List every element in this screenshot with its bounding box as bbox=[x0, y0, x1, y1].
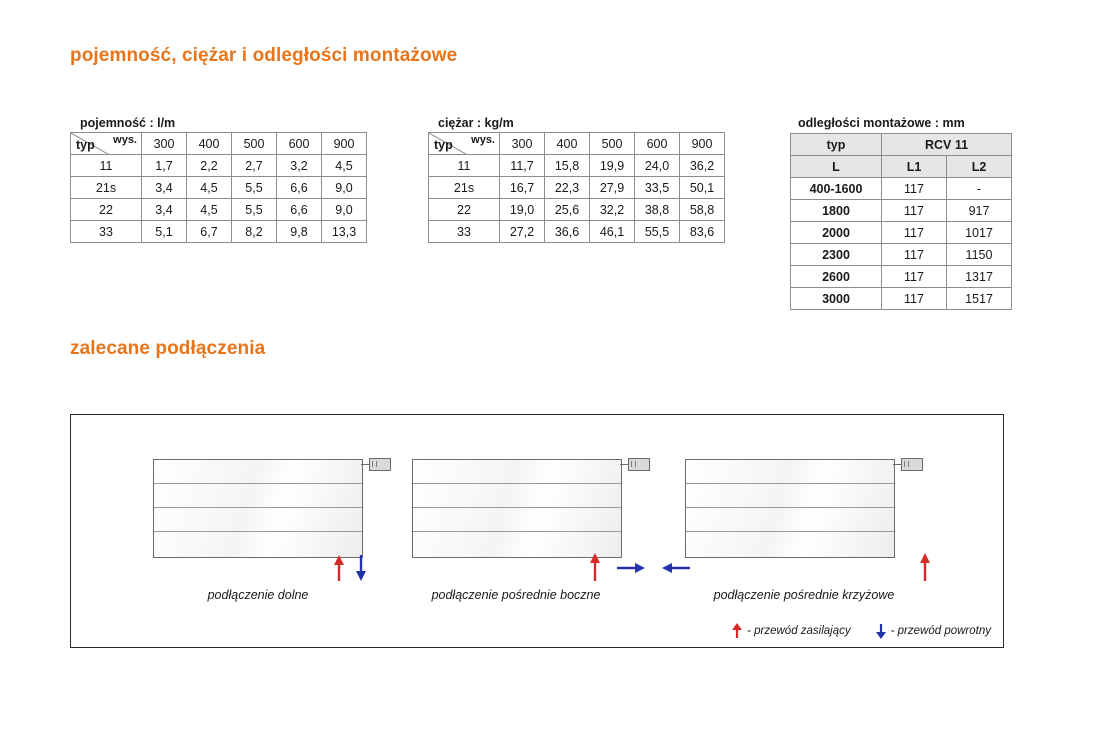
cell-l: 2000 bbox=[791, 222, 882, 244]
mounting-table-wrap bbox=[790, 133, 1012, 310]
table-row bbox=[429, 155, 725, 177]
radiator-separator bbox=[413, 531, 621, 532]
table-row bbox=[71, 155, 367, 177]
table-row bbox=[791, 178, 1012, 200]
column-header: 500 bbox=[232, 133, 277, 155]
table-row bbox=[791, 222, 1012, 244]
column-header: 900 bbox=[322, 133, 367, 155]
capacity-table bbox=[70, 132, 367, 243]
mounting-l2-label: L2 bbox=[947, 156, 1012, 178]
table-header-row bbox=[791, 156, 1012, 178]
valve-icon-1 bbox=[369, 458, 391, 471]
connections-panel bbox=[70, 414, 1004, 648]
cell-l1: 117 bbox=[882, 288, 947, 310]
cell: 24,0 bbox=[635, 155, 680, 177]
mounting-l1-label: L1 bbox=[882, 156, 947, 178]
cell-l1: 117 bbox=[882, 266, 947, 288]
table-header-row bbox=[71, 133, 367, 155]
cell-l2: - bbox=[947, 178, 1012, 200]
corner-cell bbox=[71, 133, 142, 155]
legend-return bbox=[875, 623, 991, 639]
cell-l1: 117 bbox=[882, 200, 947, 222]
cell: 46,1 bbox=[590, 221, 635, 243]
table-header-row bbox=[791, 134, 1012, 156]
cell: 16,7 bbox=[500, 177, 545, 199]
corner-bottom-label: typ bbox=[76, 138, 95, 152]
table-row bbox=[429, 177, 725, 199]
legend-return-label: - przewód powrotny bbox=[890, 625, 991, 637]
cell: 9,0 bbox=[322, 177, 367, 199]
connection-arrow-3-return bbox=[660, 545, 696, 583]
cell: 32,2 bbox=[590, 199, 635, 221]
cell-l: 3000 bbox=[791, 288, 882, 310]
corner-cell bbox=[429, 133, 500, 155]
cell: 13,3 bbox=[322, 221, 367, 243]
cell: 5,5 bbox=[232, 177, 277, 199]
row-label: 22 bbox=[71, 199, 142, 221]
cell-l1: 117 bbox=[882, 222, 947, 244]
corner-top-label: wys. bbox=[113, 134, 137, 146]
cell: 11,7 bbox=[500, 155, 545, 177]
mounting-typ-label: typ bbox=[791, 134, 882, 156]
section-heading-connections: zalecane podłączenia bbox=[70, 338, 266, 359]
diagram-caption-3: podłączenie pośrednie krzyżowe bbox=[713, 588, 895, 602]
radiator-separator bbox=[413, 507, 621, 508]
corner-bottom-label: typ bbox=[434, 138, 453, 152]
mounting-l-label: L bbox=[791, 156, 882, 178]
row-label: 21s bbox=[429, 177, 500, 199]
table-row bbox=[71, 177, 367, 199]
radiator-separator bbox=[154, 531, 362, 532]
connection-arrows-1 bbox=[329, 553, 389, 583]
cell-l: 1800 bbox=[791, 200, 882, 222]
cell: 15,8 bbox=[545, 155, 590, 177]
connection-arrows-2 bbox=[581, 545, 651, 583]
arrow-up-red-icon bbox=[731, 623, 743, 639]
cell: 27,2 bbox=[500, 221, 545, 243]
cell: 83,6 bbox=[680, 221, 725, 243]
cell-l: 2300 bbox=[791, 244, 882, 266]
cell: 2,2 bbox=[187, 155, 232, 177]
connection-arrow-3-supply bbox=[911, 545, 947, 583]
cell: 8,2 bbox=[232, 221, 277, 243]
table-row bbox=[429, 199, 725, 221]
table-row bbox=[791, 200, 1012, 222]
table-row bbox=[791, 244, 1012, 266]
cell-l2: 1517 bbox=[947, 288, 1012, 310]
column-header: 500 bbox=[590, 133, 635, 155]
cell: 27,9 bbox=[590, 177, 635, 199]
diagram-caption-1: podłączenie dolne bbox=[207, 588, 309, 602]
row-label: 33 bbox=[71, 221, 142, 243]
cell: 1,7 bbox=[142, 155, 187, 177]
cell: 3,4 bbox=[142, 199, 187, 221]
cell-l2: 917 bbox=[947, 200, 1012, 222]
cell: 5,1 bbox=[142, 221, 187, 243]
radiator-separator bbox=[154, 483, 362, 484]
cell-l1: 117 bbox=[882, 178, 947, 200]
cell: 25,6 bbox=[545, 199, 590, 221]
radiator-separator bbox=[686, 483, 894, 484]
cell: 19,0 bbox=[500, 199, 545, 221]
weight-table-wrap bbox=[428, 132, 725, 243]
cell: 6,6 bbox=[277, 177, 322, 199]
cell: 36,2 bbox=[680, 155, 725, 177]
radiator-diagram-2 bbox=[412, 459, 622, 558]
cell: 36,6 bbox=[545, 221, 590, 243]
cell: 50,1 bbox=[680, 177, 725, 199]
cell: 9,8 bbox=[277, 221, 322, 243]
mounting-model-label: RCV 11 bbox=[882, 134, 1012, 156]
cell-l2: 1150 bbox=[947, 244, 1012, 266]
cell: 33,5 bbox=[635, 177, 680, 199]
table-row bbox=[71, 199, 367, 221]
row-label: 22 bbox=[429, 199, 500, 221]
table-row bbox=[429, 221, 725, 243]
row-label: 33 bbox=[429, 221, 500, 243]
column-header: 400 bbox=[545, 133, 590, 155]
table-header-row bbox=[429, 133, 725, 155]
cell-l2: 1317 bbox=[947, 266, 1012, 288]
cell: 58,8 bbox=[680, 199, 725, 221]
arrow-down-blue-icon bbox=[875, 623, 887, 639]
cell: 22,3 bbox=[545, 177, 590, 199]
radiator-diagram-3 bbox=[685, 459, 895, 558]
cell: 5,5 bbox=[232, 199, 277, 221]
legend-supply bbox=[731, 623, 851, 639]
diagram-caption-2: podłączenie pośrednie boczne bbox=[431, 588, 601, 602]
radiator-separator bbox=[154, 507, 362, 508]
valve-icon-2 bbox=[628, 458, 650, 471]
weight-table bbox=[428, 132, 725, 243]
column-header: 600 bbox=[635, 133, 680, 155]
mounting-table bbox=[790, 133, 1012, 310]
cell-l: 400-1600 bbox=[791, 178, 882, 200]
radiator-diagram-1 bbox=[153, 459, 363, 558]
column-header: 400 bbox=[187, 133, 232, 155]
table-row bbox=[791, 266, 1012, 288]
radiator-separator bbox=[413, 483, 621, 484]
table-row bbox=[71, 221, 367, 243]
cell: 38,8 bbox=[635, 199, 680, 221]
cell: 4,5 bbox=[187, 199, 232, 221]
capacity-table-caption: pojemność : l/m bbox=[80, 116, 176, 130]
cell: 6,6 bbox=[277, 199, 322, 221]
cell: 2,7 bbox=[232, 155, 277, 177]
capacity-table-wrap bbox=[70, 132, 367, 243]
cell: 19,9 bbox=[590, 155, 635, 177]
column-header: 300 bbox=[142, 133, 187, 155]
row-label: 11 bbox=[429, 155, 500, 177]
cell-l1: 117 bbox=[882, 244, 947, 266]
cell: 9,0 bbox=[322, 199, 367, 221]
section-heading-capacity: pojemność, ciężar i odległości montażowe bbox=[70, 45, 458, 66]
cell-l: 2600 bbox=[791, 266, 882, 288]
column-header: 300 bbox=[500, 133, 545, 155]
table-row bbox=[791, 288, 1012, 310]
cell: 6,7 bbox=[187, 221, 232, 243]
cell: 4,5 bbox=[187, 177, 232, 199]
column-header: 600 bbox=[277, 133, 322, 155]
valve-icon-3 bbox=[901, 458, 923, 471]
weight-table-caption: ciężar : kg/m bbox=[438, 116, 514, 130]
mounting-table-caption: odległości montażowe : mm bbox=[798, 116, 965, 130]
legend bbox=[731, 623, 991, 639]
radiator-separator bbox=[686, 507, 894, 508]
legend-supply-label: - przewód zasilający bbox=[747, 625, 851, 637]
row-label: 21s bbox=[71, 177, 142, 199]
cell: 3,4 bbox=[142, 177, 187, 199]
cell-l2: 1017 bbox=[947, 222, 1012, 244]
column-header: 900 bbox=[680, 133, 725, 155]
corner-top-label: wys. bbox=[471, 134, 495, 146]
cell: 55,5 bbox=[635, 221, 680, 243]
cell: 4,5 bbox=[322, 155, 367, 177]
row-label: 11 bbox=[71, 155, 142, 177]
cell: 3,2 bbox=[277, 155, 322, 177]
radiator-separator bbox=[686, 531, 894, 532]
